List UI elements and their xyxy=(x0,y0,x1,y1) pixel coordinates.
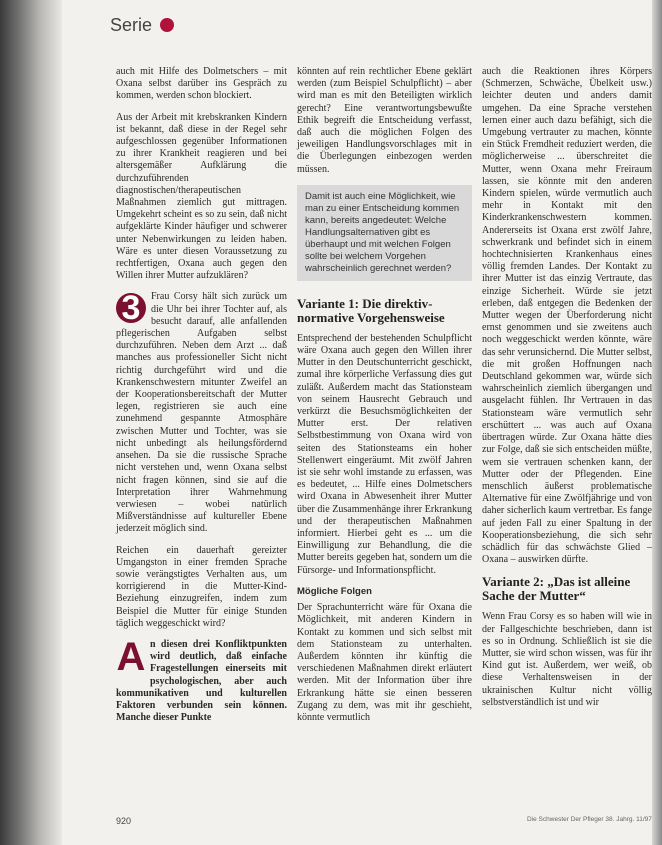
subheading-variant-1: Variante 1: Die direktiv-normative Vorgehensweise xyxy=(297,295,445,325)
series-dot-icon xyxy=(160,18,174,32)
column-1 xyxy=(116,66,287,733)
dropcap-number: 3 xyxy=(116,293,146,323)
paragraph: Aus der Arbeit mit krebskranken Kindern ist bekannt, daß diese in der Regel sehr aufgeschlossen gegenüber Informationen zu ihrer Krankheit reagieren und bei altersgemäßer Aufklärung die durchzuführenden diagnostischen/therapeutischen Maßnahmen ziemlich gut mittragen. Umgekehrt scheint es so zu sein, daß nicht aufgeklärte Kinder häufiger und schwerer unter Nebenwirkungen zu leiden haben. Wäre es unter diesen Voraussetzung zu rechtfertigen, Oxana auch gegen den Willen ihrer Mutter aufzuklären? xyxy=(116,111,287,282)
series-label: Serie xyxy=(110,14,153,35)
minor-heading: Mögliche Folgen xyxy=(297,585,372,597)
paragraph: auch mit Hilfe des Dolmetschers – mit Oxana selbst darüber ins Gespräch zu kommen, werden schon blockiert. xyxy=(116,66,287,102)
column-3 xyxy=(482,66,652,718)
paragraph: Wenn Frau Corsy es so haben will wie in der Fallgeschichte beschrieben, dann ist es so in Ordnung. Schließlich ist sie die Mutter, sie wird schon wissen, was für ihr Kind gut ist. Außerdem, wer weiß, ob diese Verhaltensweisen in der ukrainischen Kultur nicht völlig selbstverständlich ist und wir xyxy=(482,611,652,708)
paragraph: auch die Reaktionen ihres Körpers (Schmerzen, Schwäche, Übelkeit usw.) leichter deuten und anders damit umgehen. Da eine Sprache verstehen lernen einer auch dazu befähigt, sich die Umgebung vertrauter zu machen, könnte ein Stück Fremdheit reduziert werden, die möglicherweise ... überschreitet die Mutter, wenn Oxana mehr Freiraum lassen, sie könnte mit den anderen Kindern spielen, würde vermutlich auch mehr in Kontakt mit den Kinderkrankenschwestern kommen. Andererseits ist Oxana erst zwölf Jahre, schwerkrank und befindet sich in einem hochtechnisierten Krankenhaus eines völlig fremden Landes. Der Kontakt zu ihrer Mutter ist das einzig Vertraute, das einzige Sicherheit. Würde sie jetzt erleben, daß entgegen die Bedenken der Mutter wegen der Überforderung nicht ernst genommen und sie zweitens auch noch weggeschickt werden könnte, wäre das sehr verunsichernd. Die Mutter selbst, die mit großen Hoffnungen nach Deutschland gekommen war, würde sich wahrscheinlich ziemlich übergangen und ausgelacht fühlen. Ihr Vertrauen in das Stationsteam wäre vermutlich sehr erschüttert ... was auch auf Oxana übertragen würde. Zur Oxana hätte dies zur Folge, daß sie sich entscheiden müßte, wem sie vertrauen schenken kann, der Mutter oder der Pflegenden. Eine menschlich äußerst problematische Alternative für eine Zwölfjährige und von daher sicherlich kaum vertretbar. Es fange auf jeden Fall zu einer Spaltung in der Kooperationsbeziehung, die sich sehr schädlich für das schwächste Glied – Oxana – auswirken dürfte. xyxy=(482,66,652,566)
paragraph: könnten auf rein rechtlicher Ebene geklärt werden (zum Beispiel Schulpflicht) – aber wird man es mit den Beteiligten wirklich gerecht? Eine verantwortungsbewußte Ethik begreift die Entscheidung verfasst, daß auch die möglichen Folgen des jeweiligen Handlungsvorschlages mit in die Überlegungen einbezogen werden müssen. xyxy=(297,66,472,175)
book-spine-shadow xyxy=(0,0,62,845)
paragraph-text: n diesen drei Konfliktpunkten wird deutlich, daß einfache Fragestellungen einerseits mit psychologischen, aber auch kommunikativen und kulturellen Faktoren verbunden sein können. Manche dieser Punkte xyxy=(116,638,287,724)
paragraph: Reichen ein dauerhaft gereizter Umgangston in einer fremden Sprache sowie verängstigtes Verhalten aus, um korrigierend in die Mutter-Kind-Beziehung einzugreifen, indem zum Beispiel die Mutter für einige Stunden täglich weggeschickt wird? xyxy=(116,544,287,629)
paragraph: Der Sprachunterricht wäre für Oxana die Möglichkeit, mit anderen Kindern in Kontakt zu kommen und sich selbst mit dem Stationsteam zu unterhalten. Außerdem könnten ihr künftig die verschiedenen Maßnahmen direkt erläutert werden. Mit der Information über ihre Erkrankung hätte sie einen besseren Zugang zu dem, was mit ihr geschieht, könnte vermutlich xyxy=(297,602,472,723)
column-2 xyxy=(297,66,472,733)
section-header xyxy=(110,14,174,36)
paragraph-text: Frau Corsy hält sich zurück um die Uhr bei ihrer Tochter auf, als besucht darauf, alle anfallenden pflegerischen Aufgaben selbst durchzuführen. Neben dem Arzt ... daß manches aus professioneller Sicht nicht richtig durchgeführt wird und die Krankenschwestern mitunter Zweifel an der Kooperationsbereitschaft der Mutter legen, registrieren sie auch eine zunehmend gespannte Atmosphäre zwischen Mutter und Tochter, was sie nicht unbedingt als heilungsfördernd ansehen. Da sie die russische Sprache nicht verstehen und, wenn Oxana selbst nicht fragen können, sind sie auf die Interpretation ihrer Wahrnehmung verwiesen – wobei natürlich Mißverständnisse auf kultureller Ebene jederzeit möglich sind. xyxy=(116,291,287,535)
page-edge-shadow xyxy=(652,0,662,845)
page-number: 920 xyxy=(116,816,132,826)
paragraph-with-dropcap xyxy=(116,291,287,535)
highlight-box: Damit ist auch eine Möglichkeit, wie man zu einer Entscheidung kommen kann, bereits angedeutet: Welche Handlungsalternativen gibt es überhaupt und mit welchen Folgen sollte bei welchem Vorgehen wahrscheinlich gerechnet werden? xyxy=(297,185,472,281)
paragraph: Entsprechend der bestehenden Schulpflicht wäre Oxana auch gegen den Willen ihrer Mutter in den Deutschunterricht geschickt, zumal ihre körperliche Verfassung dies gut zuläßt. Außerdem macht das Stationsteam von seinem Hausrecht Gebrauch und verkürzt die Besuchsmöglichkeiten der Mutter erst. Der relativen Selbstbestimmung von Oxana wird von seiten des Stationsteams ein hoher Stellenwert eingeräumt. Mit zwölf Jahren ist sie sehr wohl imstande zu erfassen, was es bedeutet, ... Hilfe eines Dolmetschers wird Oxana in Abwesenheit ihrer Mutter über die Zusammenhänge ihrer Erkrankung und der therapeutischen Maßnahmen informiert. Hierbei geht es ... um die Einwilligung zur Behandlung, die die Mutter bereits gegeben hat, sondern um die Fürsorge- und Informationspflicht. xyxy=(297,332,472,576)
journal-source: Die Schwester Der Pfleger 38. Jahrg. 11/97 xyxy=(527,816,652,823)
subheading-variant-2: Variante 2: „Das ist alleine Sache der Mutter“ xyxy=(482,574,631,604)
paragraph-with-initial xyxy=(116,634,287,724)
initial-letter: A xyxy=(116,634,146,679)
